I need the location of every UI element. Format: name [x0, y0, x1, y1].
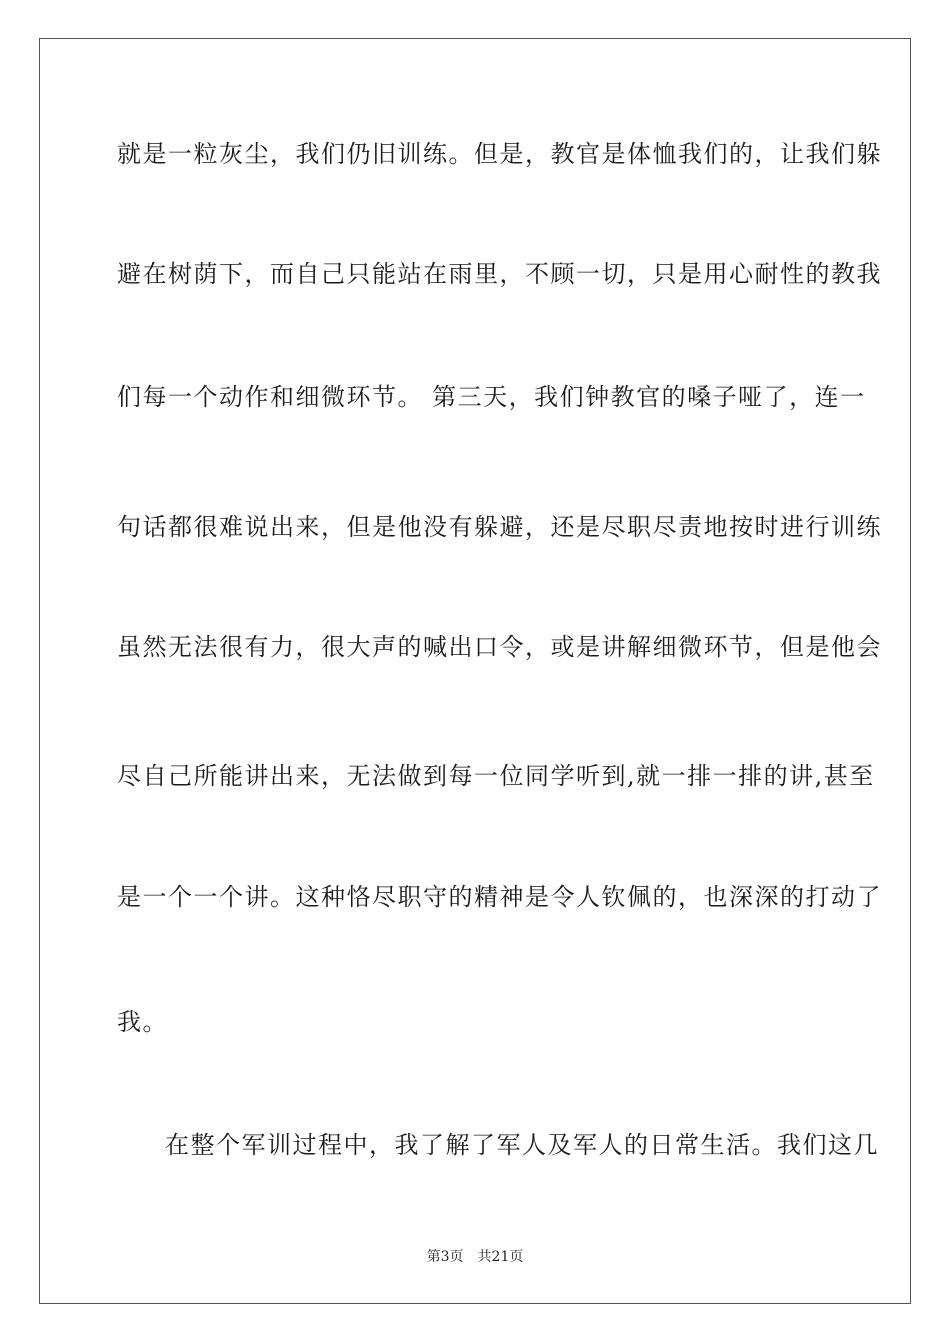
paragraph-line: 是一个一个讲。这种恪尽职守的精神是令人钦佩的，也深深的打动了 [117, 883, 882, 911]
paragraph-line: 句话都很难说出来，但是他没有躲避，还是尽职尽责地按时进行训练 [117, 513, 882, 541]
page-total: 共21页 [477, 1249, 524, 1265]
page-footer [0, 1248, 950, 1266]
paragraph-line: 我。 [117, 1008, 168, 1036]
page-border [39, 38, 911, 1304]
page-number: 第3页 [426, 1249, 464, 1265]
paragraph-line: 在整个军训过程中，我了解了军人及军人的日常生活。我们这几 [165, 1131, 879, 1159]
paragraph-line: 虽然无法很有力，很大声的喊出口令，或是讲解细微环节，但是他会 [117, 633, 882, 661]
paragraph-line: 就是一粒灰尘，我们仍旧训练。但是，教官是体恤我们的，让我们躲 [117, 140, 882, 168]
paragraph-line: 尽自己所能讲出来，无法做到每一位同学听到,就一排一排的讲,甚至 [117, 762, 875, 790]
paragraph-line: 们每一个动作和细微环节。 第三天，我们钟教官的嗓子哑了，连一 [117, 383, 866, 411]
paragraph-line: 避在树荫下，而自己只能站在雨里，不顾一切，只是用心耐性的教我 [117, 260, 882, 288]
